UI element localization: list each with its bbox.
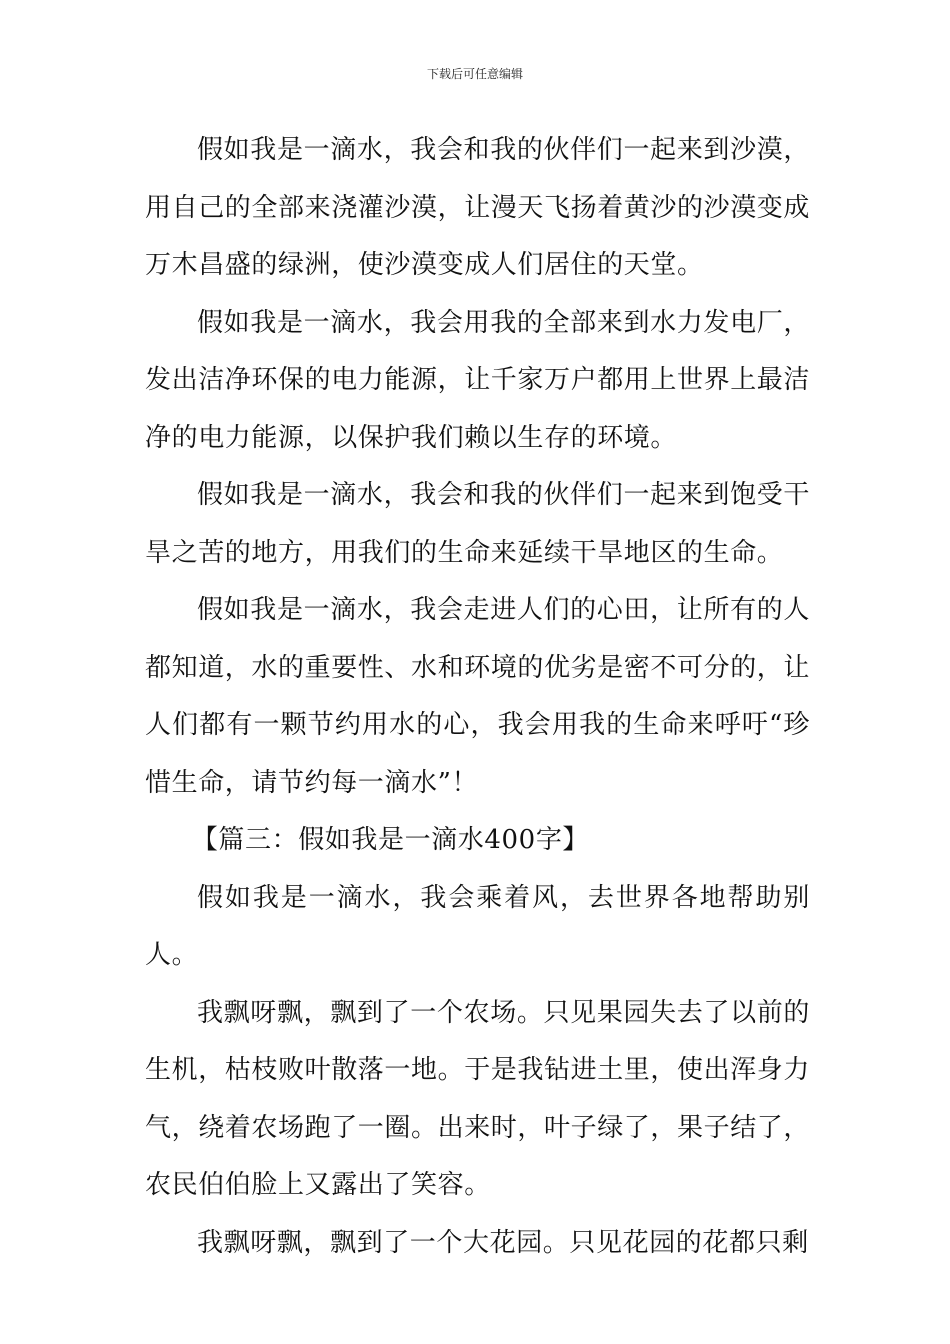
document-body [145,122,810,1272]
paragraph: 假如我是一滴水，我会走进人们的心田，让所有的人都知道，水的重要性、水和环境的优劣是密不可分的，让人们都有一颗节约用水的心，我会用我的生命来呼吁“珍惜生命，请节约每一滴水”！ [145,595,811,798]
paragraph: 我飘呀飘，飘到了一个大花园。只见花园的花都只剩 [197,1227,809,1258]
paragraph: 假如我是一滴水，我会用我的全部来到水力发电厂，发出洁净环保的电力能源，让千家万户都用上世界上最洁净的电力能源，以保护我们赖以生存的环境。 [145,307,811,453]
section-heading: 【篇三：假如我是一滴水400字】 [191,825,590,855]
paragraph: 假如我是一滴水，我会和我的伙伴们一起来到沙漠，用自己的全部来浇灌沙漠，让漫天飞扬着黄沙的沙漠变成万木昌盛的绿洲，使沙漠变成人们居住的天堂。 [145,135,811,280]
paragraph: 假如我是一滴水，我会和我的伙伴们一起来到饱受干旱之苦的地方，用我们的生命来延续干旱地区的生命。 [145,480,810,568]
paragraph: 我飘呀飘，飘到了一个农场。只见果园失去了以前的生机，枯枝败叶散落一地。于是我钻进土里，使出浑身力气，绕着农场跑了一圈。出来时，叶子绿了，果子结了，农民伯伯脸上又露出了笑容。 [145,997,811,1200]
page-header: 下载后可任意编辑 [426,67,523,81]
paragraph: 假如我是一滴水，我会乘着风，去世界各地帮助别人。 [145,882,810,970]
